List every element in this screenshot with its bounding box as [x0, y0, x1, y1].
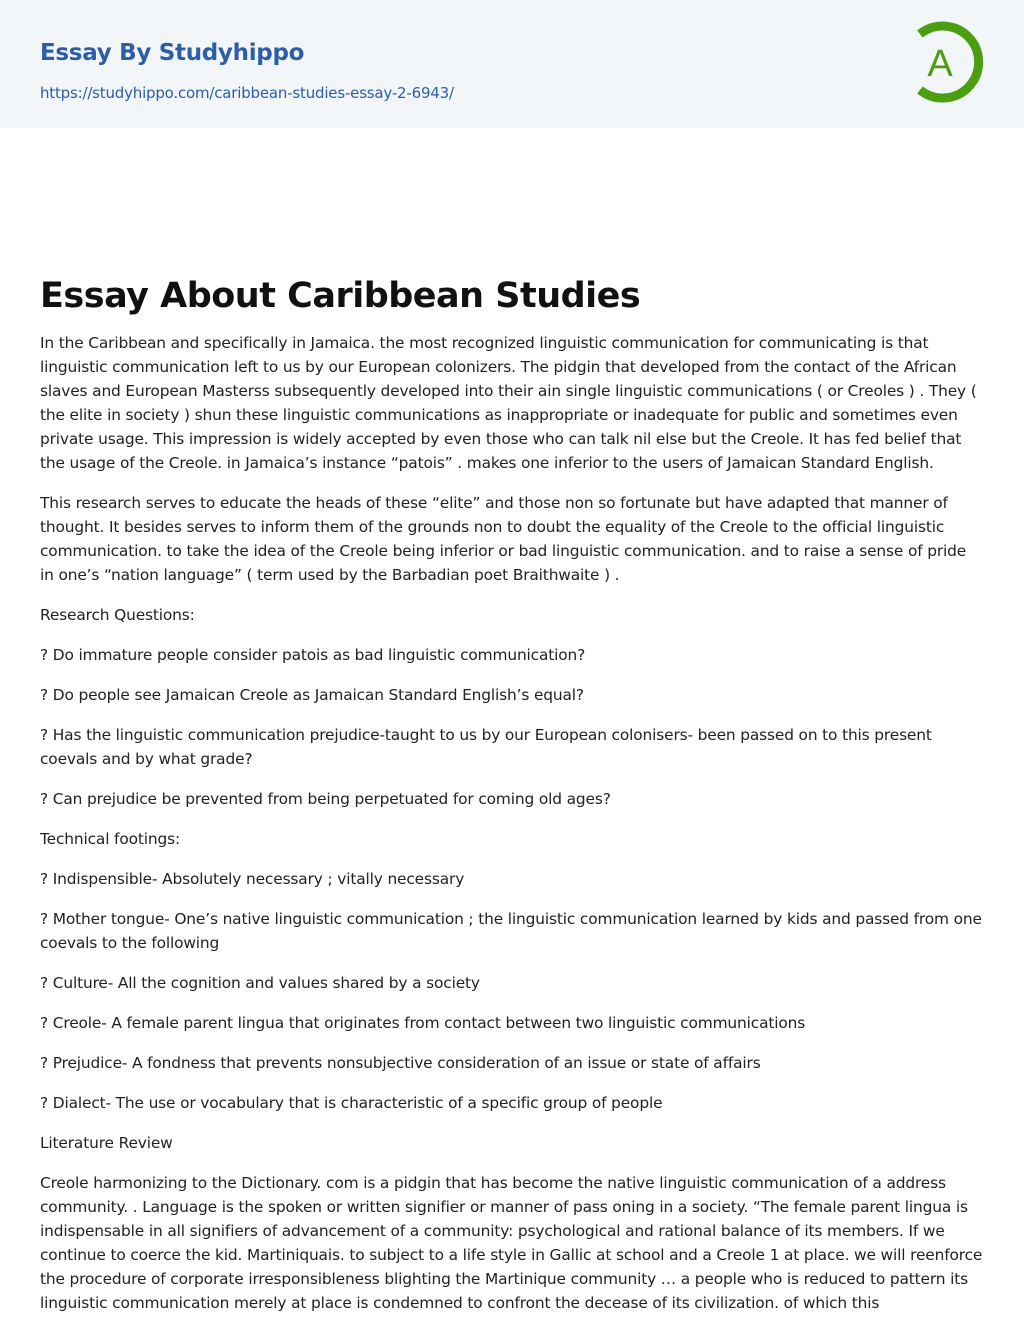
- question-item: ? Can prejudice be prevented from being perpetuated for coming old ages?: [40, 790, 611, 808]
- site-header: [0, 0, 1024, 128]
- brand-title[interactable]: Essay By Studyhippo: [40, 40, 305, 66]
- question-item: ? Has the linguistic communication prejudice-taught to us by our European colonisers- been passed on to this present coevals and by what grade?: [40, 726, 932, 768]
- section-label: Literature Review: [40, 1134, 173, 1152]
- term-item: ? Mother tongue- One’s native linguistic communication ; the linguistic communication learned by kids and passed from one coevals to the following: [40, 910, 982, 952]
- svg-text:A: A: [927, 43, 953, 85]
- question-item: ? Do people see Jamaican Creole as Jamaican Standard English’s equal?: [40, 686, 584, 704]
- paragraph: In the Caribbean and specifically in Jamaica. the most recognized linguistic communication for communicating is that linguistic communication left to us by our European colonizers. The pidgin that developed from the contact of the African slaves and European Masterss subsequently developed into their ain single linguistic communications ( or Creoles ) . They ( the elite in society ) shun these linguistic communications as inappropriate or inadequate for public and sometimes even private usage. This impression is widely accepted by even those who can talk nil else but the Creole. It has fed belief that the usage of the Creole. in Jamaica’s instance “patois” . makes one inferior to the users of Jamaican Standard English.: [40, 334, 977, 472]
- term-item: ? Culture- All the cognition and values shared by a society: [40, 974, 480, 992]
- page-url-link[interactable]: https://studyhippo.com/caribbean-studies-essay-2-6943/: [40, 84, 454, 102]
- term-item: ? Prejudice- A fondness that prevents nonsubjective consideration of an issue or state of affairs: [40, 1054, 761, 1072]
- essay-body: [40, 331, 984, 1315]
- section-label: Research Questions:: [40, 606, 195, 624]
- term-item: ? Creole- A female parent lingua that originates from contact between two linguistic communications: [40, 1014, 806, 1032]
- section-label: Technical footings:: [40, 830, 181, 848]
- article: [0, 128, 1024, 1315]
- term-item: ? Indispensible- Absolutely necessary ; vitally necessary: [40, 870, 465, 888]
- paragraph: Creole harmonizing to the Dictionary. com is a pidgin that has become the native linguistic communication of a address community. . Language is the spoken or written signifier or manner of pass oning in a society. “The female parent lingua is indispensable in all signifiers of advancement of a community: psychological and rational balance of its members. If we continue to coerce the kid. Martiniquais. to subject to a life style in Gallic at school and a Creole 1 at place. we will reenforce the procedure of corporate irresponsibleness blighting the Martinique community … a people who is reduced to pattern its linguistic communication merely at place is condemned to confront the decease of its civilization. of which this: [40, 1174, 983, 1312]
- studyhippo-logo-icon[interactable]: [912, 18, 988, 106]
- question-item: ? Do immature people consider patois as bad linguistic communication?: [40, 646, 586, 664]
- term-item: ? Dialect- The use or vocabulary that is characteristic of a specific group of people: [40, 1094, 663, 1112]
- paragraph: This research serves to educate the heads of these “elite” and those non so fortunate but have adapted that manner of thought. It besides serves to inform them of the grounds non to doubt the equality of the Creole to the official linguistic communication. to take the idea of the Creole being inferior or bad linguistic communication. and to raise a sense of pride in one’s “nation language” ( term used by the Barbadian poet Braithwaite ) .: [40, 494, 967, 584]
- page-title: Essay About Caribbean Studies: [40, 276, 641, 316]
